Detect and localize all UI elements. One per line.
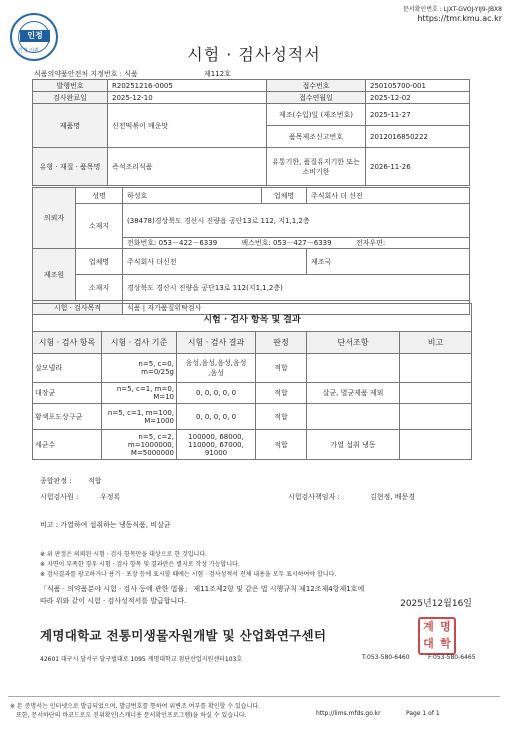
row-res-1: 0, 0, 0, 0, 0 (177, 383, 256, 404)
center-name: 계명대학교 전통미생물자원개발 및 산업화연구센터 (40, 628, 327, 643)
row-note (307, 404, 400, 430)
row-item: 살모넬라 (33, 354, 102, 383)
table-row (33, 383, 472, 404)
maker-country-cell (307, 249, 470, 275)
type-label: 유형 · 재질 · 품목명 (33, 148, 108, 186)
row-judge: 적합 (256, 383, 307, 404)
col-proviso: 단서조항 (307, 332, 400, 354)
maker-company-label: 업체명 (76, 249, 123, 275)
footer-line-2: 또한, 문서하단의 바코드로도 진위확인(스캐너용 문서확인프로그램)을 하실 수 있습니다. (16, 712, 247, 719)
issue-date: 2025년12월16일 (400, 599, 472, 609)
row-std-3: M=5000000 (130, 448, 174, 457)
doc-confirm-number: 문서확인번호 : LJXT-GVOJ-YIJ9-JBX8 (403, 6, 502, 13)
complete-date: 2025-12-10 (108, 92, 267, 104)
manager-label: 시험검사책임자 : (288, 493, 340, 501)
row-res-3: 91000 (204, 448, 228, 457)
results-header-row (33, 332, 472, 354)
maker-address: 경상북도 경산시 진량읍 공단13로 112(지1,1,2층) (123, 275, 470, 301)
overall-value: 적합 (88, 477, 102, 485)
product-label: 제품명 (33, 104, 108, 148)
summary-note: 비고 : 가열하여 섭취하는 냉동식품, 비살균 (40, 521, 171, 529)
maker-section-label: 제조원 (33, 249, 76, 301)
row-judge: 적합 (256, 354, 307, 383)
report-no: 2012016850222 (366, 126, 470, 148)
seal-badge: 인정 (20, 30, 50, 42)
row-item: 세균수 (33, 430, 102, 460)
page-title: 시험 · 검사성적서 (187, 45, 321, 64)
row-note: 가열 섭취 냉동 (307, 430, 400, 460)
col-item: 시험 · 검사 항목 (33, 332, 102, 354)
expiry-label: 유통기한, 품질유지기한 또는 소비기한 (267, 148, 366, 186)
mfg-date: 2025-11-27 (366, 104, 470, 126)
official-stamp: 계 명 대 학 (418, 617, 456, 655)
row-std-2: m=1000000, (127, 440, 174, 449)
info-table (32, 79, 470, 186)
row-res-2: 110000, 67000, (188, 440, 244, 449)
footer-divider (8, 696, 500, 697)
maker-address-label: 소재지 (76, 275, 123, 301)
row-note: 살균, 멸균제품 제외 (307, 383, 400, 404)
inspector-name: 우정록 (100, 493, 121, 501)
col-judgement: 판정 (256, 332, 307, 354)
row-std-2: M=10 (153, 393, 174, 401)
row-judge: 적합 (256, 404, 307, 430)
row-std-1: n=5, c=0, (138, 360, 174, 368)
footer-page: Page 1 of 1 (406, 710, 440, 717)
report-no-label: 품목제조신고번호 (267, 126, 366, 148)
client-email: 전자우편: (355, 239, 386, 247)
mfg-date-label: 제조(수입)일 (제조번호) (267, 104, 366, 126)
row-judge: 적합 (256, 430, 307, 460)
client-phone: 전화번호: 053－422－6339 (127, 239, 218, 247)
center-address: 42601 대구시 달서구 달구벌대로 1095 계명대학교 첨단산업지원센터103호 (40, 656, 243, 663)
center-tel: T:053-580-6460 (362, 654, 410, 661)
complete-date-label: 검사완료일 (33, 92, 108, 104)
purpose-label: 시험 · 검사목적 (33, 301, 123, 315)
notice-3: ※ 검사결과를 광고하거나 용기 · 포장 등에 표시할 때에는 시험 · 검사성적서 전체 내용을 모두 표시하여야 합니다. (40, 571, 337, 578)
table-row (33, 404, 472, 430)
footer-site[interactable]: http://lims.mfds.go.kr (316, 710, 381, 717)
results-table (32, 331, 472, 460)
designation-number: 제112호 (204, 70, 231, 78)
maker-company: 주식회사 더신전 (123, 249, 307, 275)
purpose-value: 식품 | 자가품질위탁검사 (123, 301, 470, 315)
col-standard: 시험 · 검사 기준 (102, 332, 177, 354)
client-address-label: 소재지 (76, 204, 123, 249)
row-remark (400, 430, 472, 460)
row-std-1: n=5, c=1, m=0, (116, 385, 174, 393)
row-std-2: M=1000 (144, 416, 174, 425)
client-company: 주식회사 더 신전 (307, 188, 470, 204)
maker-country-label: 제조국 (311, 257, 332, 266)
row-remark (400, 354, 472, 383)
notice-2: ※ 지면이 부족한 경우 시험 · 검사 항목 및 결과란은 별지로 작성 가능합니다. (40, 561, 240, 568)
issue-no: R20251216-0005 (108, 80, 267, 92)
table-row (33, 354, 472, 383)
client-fax: 팩스번호: 053－427－6339 (241, 239, 332, 247)
row-res-1: 100000, 68000, (188, 432, 244, 441)
row-std-2: m=0/25g (141, 368, 174, 376)
client-company-label: 업체명 (262, 188, 307, 204)
receipt-date-label: 접수연월일 (267, 92, 366, 104)
center-fax: F:053-580-6465 (428, 654, 476, 661)
law-line-2: 따라 위와 같이 시험 · 검사성적서를 발급합니다. (40, 597, 187, 605)
issue-no-label: 발행번호 (33, 80, 108, 92)
inspector-label: 시험검사원 : (40, 493, 79, 501)
expiry-date: 2026-11-26 (366, 148, 470, 186)
product-name: 신전떡볶이 매운맛 (108, 104, 267, 148)
row-remark (400, 404, 472, 430)
client-section-label: 의뢰자 (33, 188, 76, 249)
client-address: (38478)경상북도 경산시 진량읍 공단13로 112, 지1,1,2층 (123, 204, 470, 238)
client-name: 하성호 (123, 188, 262, 204)
notice-1: ※ 위 판정은 의뢰된 시험 · 검사 항목만을 대상으로 한 것입니다. (40, 551, 208, 558)
receipt-no: 250105700-001 (366, 80, 470, 92)
col-result: 시험 · 검사 결과 (177, 332, 256, 354)
footer-line-1: ※ 본 증명서는 인터넷으로 발급되었으며, 발급번호를 통하여 위변조 여부를 확인할 수 있습니다. (10, 703, 261, 710)
row-res-1: 0, 0, 0, 0, 0 (177, 404, 256, 430)
law-line-1: 「식품 · 의약품분야 시험 · 검사 등에 관한 법률」 제11조제2항 및 같은 법 시행규칙 제12조제4항제1호에 (40, 585, 365, 593)
results-title: 시험 · 검사 항목 및 결과 (32, 303, 472, 332)
receipt-no-label: 접수번호 (267, 80, 366, 92)
row-std-1: n=5, c=2, (138, 432, 174, 441)
row-res-2: ,음성 (208, 369, 224, 377)
client-name-label: 성명 (76, 188, 123, 204)
manager-name: 김현정, 배문경 (370, 493, 416, 501)
party-table (32, 187, 470, 315)
row-std-1: n=5, c=1, m=100, (107, 408, 174, 417)
table-row (33, 430, 472, 460)
row-note (307, 354, 400, 383)
row-item: 황색포도상구균 (33, 404, 102, 430)
col-remark: 비고 (400, 332, 472, 354)
receipt-date: 2025-12-02 (366, 92, 470, 104)
row-remark (400, 383, 472, 404)
site-url[interactable]: https://tmr.kmu.ac.kr (417, 14, 502, 23)
row-item: 대장균 (33, 383, 102, 404)
seal-label: 인정 기관 (18, 48, 39, 54)
overall-label: 종합판정 : (40, 477, 72, 485)
designation-label: 식품의약품안전처 지정번호 : 식품 (34, 70, 138, 78)
row-res-1: 음성,음성,음성,음성 (185, 359, 247, 367)
type-value: 즉석조리식품 (108, 148, 267, 186)
